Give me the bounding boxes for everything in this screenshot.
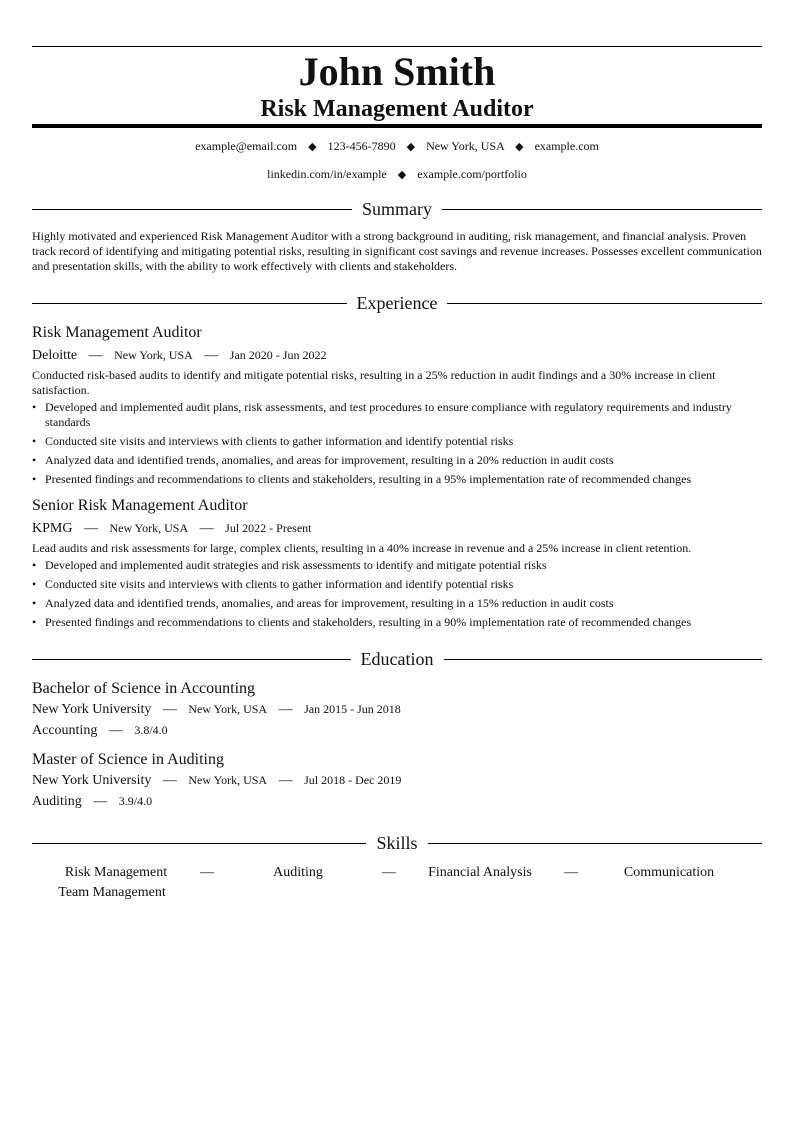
school: New York University (32, 702, 152, 717)
list-item: • Presented findings and recommendations to clients and stakeholders, resulting in a 90% implementation rate of recommended changes (32, 615, 692, 629)
contact-email[interactable]: example@email.com (195, 139, 298, 153)
bullet-icon: • (32, 596, 37, 610)
education-dates: Jan 2015 - Jun 2018 (304, 702, 401, 716)
education-meta (32, 699, 762, 720)
contact-location: New York, USA (426, 139, 505, 153)
dash-separator: — (200, 865, 214, 880)
dash-separator: — (88, 348, 103, 363)
dash-separator: — (83, 521, 98, 536)
bullet-icon: • (32, 434, 37, 448)
skill-item: Communication (623, 865, 715, 880)
education-entry (32, 679, 762, 741)
list-item: • Analyzed data and identified trends, anomalies, and areas for improvement, resulting in a 20% reduction in audit costs (32, 453, 614, 467)
degree: Master of Science in Auditing (32, 751, 224, 768)
diamond-icon: ◆ (406, 141, 416, 153)
gpa: 3.9/4.0 (118, 794, 153, 808)
contact-portfolio[interactable]: example.com/portfolio (417, 167, 527, 181)
list-item: • Conducted site visits and interviews with clients to gather information and identify potential risks (32, 434, 514, 448)
skills-heading (32, 832, 762, 854)
job-description: Lead audits and risk assessments for large, complex clients, resulting in a 40% increase in revenue and a 25% increase in client retention. (32, 541, 692, 555)
bullet-icon: • (32, 577, 37, 591)
job-company: Deloitte (32, 348, 78, 363)
experience-entry (32, 323, 762, 487)
experience-heading (32, 292, 762, 314)
summary-title: Summary (362, 199, 432, 219)
job-location: New York, USA (114, 348, 193, 362)
dash-separator: — (564, 865, 578, 880)
job-title: Senior Risk Management Auditor (32, 497, 248, 514)
school-location: New York, USA (188, 773, 268, 787)
education-entry (32, 750, 762, 812)
bullet-icon: • (32, 453, 37, 467)
list-item: • Developed and implemented audit strategies and risk assessments to identify and mitigate potential risks (32, 558, 547, 572)
gpa: 3.8/4.0 (134, 723, 168, 737)
education-field (32, 720, 762, 741)
job-bullets (32, 558, 762, 630)
list-item: • Developed and implemented audit plans, risk assessments, and test procedures to ensure compliance with regulatory requirements and industry standards (32, 400, 732, 429)
education-title: Education (360, 649, 434, 669)
experience-entry (32, 496, 762, 630)
diamond-icon: ◆ (397, 169, 407, 181)
dash-separator: — (162, 773, 177, 788)
dash-separator: — (204, 348, 219, 363)
candidate-role: Risk Management Auditor (260, 96, 534, 122)
education-field (32, 791, 762, 812)
school-location: New York, USA (188, 702, 268, 716)
skill-item: Financial Analysis — (396, 863, 578, 883)
job-title: Risk Management Auditor (32, 324, 202, 341)
dash-separator: — (278, 773, 293, 788)
education-heading (32, 648, 762, 670)
contact-linkedin[interactable]: linkedin.com/in/example (267, 167, 387, 181)
school: New York University (32, 773, 152, 788)
job-dates: Jan 2020 - Jun 2022 (229, 348, 327, 362)
list-item: • Conducted site visits and interviews with clients to gather information and identify potential risks (32, 577, 514, 591)
dash-separator: — (199, 521, 214, 536)
resume-page (32, 46, 762, 903)
dash-separator: — (108, 723, 123, 738)
dash-separator: — (93, 794, 108, 809)
skill-item: Team Management (58, 885, 166, 900)
bullet-icon: • (32, 472, 37, 486)
diamond-icon: ◆ (515, 141, 524, 153)
dash-separator: — (382, 865, 396, 880)
education-dates: Jul 2018 - Dec 2019 (304, 773, 402, 787)
contact-website[interactable]: example.com (534, 139, 599, 153)
skills-list (32, 863, 762, 903)
list-item: • Analyzed data and identified trends, anomalies, and areas for improvement, resulting in a 15% reduction in audit costs (32, 596, 614, 610)
candidate-name: John Smith (298, 49, 496, 94)
degree: Bachelor of Science in Accounting (32, 680, 256, 697)
field: Auditing (32, 794, 82, 809)
experience-title: Experience (356, 293, 438, 313)
contact-phone[interactable]: 123-456-7890 (327, 139, 396, 153)
job-company: KPMG (32, 521, 73, 536)
job-dates: Jul 2022 - Present (225, 521, 312, 535)
skill-item: Auditing — (214, 863, 396, 883)
job-meta (32, 518, 762, 539)
bullet-icon: • (32, 558, 37, 572)
job-meta (32, 345, 762, 366)
header-divider (32, 124, 762, 127)
list-item: • Presented findings and recommendations to clients and stakeholders, resulting in a 95% implementation rate of recommended changes (32, 472, 692, 486)
dash-separator: — (278, 702, 293, 717)
dash-separator: — (162, 702, 177, 717)
job-location: New York, USA (109, 521, 189, 535)
diamond-icon: ◆ (308, 141, 317, 153)
bullet-icon: • (32, 400, 37, 414)
summary-text: Highly motivated and experienced Risk Management Auditor with a strong background in auditing, risk management, and financial analysis. Proven track record of identifying and mitigating potential risks, resulting in significant cost savings and revenue increases. Possesses excellent communication and presentation skills, with the ability to work effectively with clients and stakeholders. (32, 229, 762, 273)
field: Accounting (32, 723, 98, 738)
skill-item: Risk Management — (32, 863, 214, 883)
top-rule (32, 46, 762, 47)
bullet-icon: • (32, 615, 37, 629)
summary-heading (32, 198, 762, 220)
education-meta (32, 770, 762, 791)
job-description: Conducted risk-based audits to identify and mitigate potential risks, resulting in a 25% reduction in audit findings and a 30% increase in client satisfaction. (32, 368, 716, 397)
job-bullets (32, 400, 762, 487)
skills-title: Skills (376, 833, 418, 853)
contact-block (32, 132, 762, 188)
